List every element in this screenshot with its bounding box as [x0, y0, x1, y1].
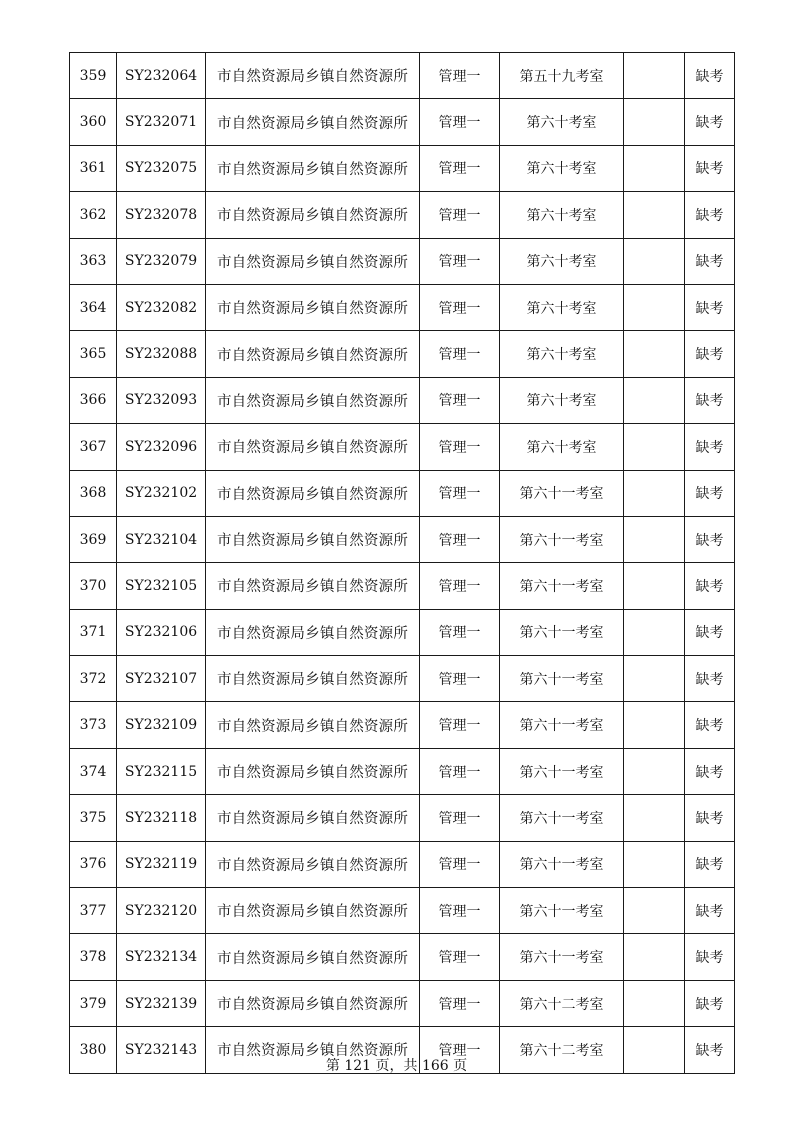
exam-room-cell: 第六十考室 [500, 377, 624, 423]
score-cell [624, 609, 685, 655]
status-cell: 缺考 [685, 748, 735, 794]
exam-room-cell: 第六十一考室 [500, 795, 624, 841]
candidate-id-cell: SY232134 [117, 934, 206, 980]
score-cell [624, 470, 685, 516]
candidate-id-cell: SY232104 [117, 516, 206, 562]
unit-name-cell: 市自然资源局乡镇自然资源所 [206, 702, 420, 748]
post-cell: 管理一 [420, 192, 500, 238]
row-number-cell: 371 [70, 609, 117, 655]
candidate-id-cell: SY232119 [117, 841, 206, 887]
post-cell: 管理一 [420, 53, 500, 99]
candidate-id-cell: SY232071 [117, 99, 206, 145]
score-cell [624, 99, 685, 145]
post-cell: 管理一 [420, 284, 500, 330]
candidate-id-cell: SY232064 [117, 53, 206, 99]
candidate-id-cell: SY232079 [117, 238, 206, 284]
table-row [70, 99, 735, 145]
status-cell: 缺考 [685, 470, 735, 516]
exam-room-cell: 第六十考室 [500, 284, 624, 330]
row-number-cell: 364 [70, 284, 117, 330]
score-cell [624, 331, 685, 377]
score-cell [624, 702, 685, 748]
unit-name-cell: 市自然资源局乡镇自然资源所 [206, 609, 420, 655]
row-number-cell: 372 [70, 656, 117, 702]
status-cell: 缺考 [685, 563, 735, 609]
exam-room-cell: 第六十二考室 [500, 980, 624, 1026]
status-cell: 缺考 [685, 702, 735, 748]
row-number-cell: 370 [70, 563, 117, 609]
status-cell: 缺考 [685, 424, 735, 470]
row-number-cell: 379 [70, 980, 117, 1026]
row-number-cell: 375 [70, 795, 117, 841]
score-cell [624, 888, 685, 934]
unit-name-cell: 市自然资源局乡镇自然资源所 [206, 888, 420, 934]
row-number-cell: 366 [70, 377, 117, 423]
unit-name-cell: 市自然资源局乡镇自然资源所 [206, 656, 420, 702]
exam-room-cell: 第六十一考室 [500, 841, 624, 887]
exam-room-cell: 第六十一考室 [500, 934, 624, 980]
candidate-id-cell: SY232078 [117, 192, 206, 238]
post-cell: 管理一 [420, 934, 500, 980]
post-cell: 管理一 [420, 238, 500, 284]
exam-room-cell: 第六十一考室 [500, 702, 624, 748]
score-cell [624, 563, 685, 609]
score-cell [624, 377, 685, 423]
row-number-cell: 377 [70, 888, 117, 934]
table-row [70, 795, 735, 841]
status-cell: 缺考 [685, 841, 735, 887]
post-cell: 管理一 [420, 145, 500, 191]
exam-room-cell: 第六十一考室 [500, 609, 624, 655]
score-cell [624, 795, 685, 841]
post-cell: 管理一 [420, 980, 500, 1026]
unit-name-cell: 市自然资源局乡镇自然资源所 [206, 795, 420, 841]
table-row [70, 145, 735, 191]
row-number-cell: 368 [70, 470, 117, 516]
exam-room-cell: 第六十一考室 [500, 563, 624, 609]
unit-name-cell: 市自然资源局乡镇自然资源所 [206, 284, 420, 330]
unit-name-cell: 市自然资源局乡镇自然资源所 [206, 424, 420, 470]
unit-name-cell: 市自然资源局乡镇自然资源所 [206, 145, 420, 191]
table-row [70, 980, 735, 1026]
exam-room-cell: 第六十一考室 [500, 470, 624, 516]
table-row [70, 424, 735, 470]
candidate-id-cell: SY232143 [117, 1027, 206, 1073]
candidate-id-cell: SY232093 [117, 377, 206, 423]
post-cell: 管理一 [420, 748, 500, 794]
candidate-id-cell: SY232075 [117, 145, 206, 191]
exam-room-cell: 第六十二考室 [500, 1027, 624, 1073]
exam-room-cell: 第六十一考室 [500, 516, 624, 562]
score-cell [624, 656, 685, 702]
row-number-cell: 374 [70, 748, 117, 794]
score-cell [624, 980, 685, 1026]
score-cell [624, 238, 685, 284]
unit-name-cell: 市自然资源局乡镇自然资源所 [206, 238, 420, 284]
post-cell: 管理一 [420, 841, 500, 887]
post-cell: 管理一 [420, 99, 500, 145]
table-row [70, 516, 735, 562]
table-row [70, 53, 735, 99]
row-number-cell: 376 [70, 841, 117, 887]
status-cell: 缺考 [685, 934, 735, 980]
unit-name-cell: 市自然资源局乡镇自然资源所 [206, 470, 420, 516]
unit-name-cell: 市自然资源局乡镇自然资源所 [206, 1027, 420, 1073]
unit-name-cell: 市自然资源局乡镇自然资源所 [206, 748, 420, 794]
unit-name-cell: 市自然资源局乡镇自然资源所 [206, 377, 420, 423]
score-cell [624, 748, 685, 794]
post-cell: 管理一 [420, 424, 500, 470]
row-number-cell: 360 [70, 99, 117, 145]
post-cell: 管理一 [420, 795, 500, 841]
table-row [70, 702, 735, 748]
table-row [70, 609, 735, 655]
score-cell [624, 145, 685, 191]
status-cell: 缺考 [685, 980, 735, 1026]
status-cell: 缺考 [685, 238, 735, 284]
post-cell: 管理一 [420, 563, 500, 609]
post-cell: 管理一 [420, 609, 500, 655]
unit-name-cell: 市自然资源局乡镇自然资源所 [206, 563, 420, 609]
unit-name-cell: 市自然资源局乡镇自然资源所 [206, 53, 420, 99]
table-row [70, 192, 735, 238]
row-number-cell: 363 [70, 238, 117, 284]
exam-room-cell: 第六十一考室 [500, 748, 624, 794]
table-row [70, 284, 735, 330]
candidate-id-cell: SY232107 [117, 656, 206, 702]
unit-name-cell: 市自然资源局乡镇自然资源所 [206, 934, 420, 980]
row-number-cell: 361 [70, 145, 117, 191]
exam-room-cell: 第六十一考室 [500, 656, 624, 702]
score-cell [624, 841, 685, 887]
status-cell: 缺考 [685, 99, 735, 145]
candidate-id-cell: SY232102 [117, 470, 206, 516]
unit-name-cell: 市自然资源局乡镇自然资源所 [206, 980, 420, 1026]
table-row [70, 841, 735, 887]
post-cell: 管理一 [420, 470, 500, 516]
score-cell [624, 284, 685, 330]
score-cell [624, 934, 685, 980]
exam-room-cell: 第六十一考室 [500, 888, 624, 934]
table-row [70, 470, 735, 516]
candidate-id-cell: SY232118 [117, 795, 206, 841]
post-cell: 管理一 [420, 377, 500, 423]
candidate-id-cell: SY232096 [117, 424, 206, 470]
table-row [70, 748, 735, 794]
exam-room-cell: 第五十九考室 [500, 53, 624, 99]
table-row [70, 377, 735, 423]
row-number-cell: 378 [70, 934, 117, 980]
candidate-id-cell: SY232139 [117, 980, 206, 1026]
candidate-id-cell: SY232105 [117, 563, 206, 609]
status-cell: 缺考 [685, 192, 735, 238]
status-cell: 缺考 [685, 888, 735, 934]
row-number-cell: 380 [70, 1027, 117, 1073]
candidate-id-cell: SY232109 [117, 702, 206, 748]
exam-room-cell: 第六十考室 [500, 192, 624, 238]
status-cell: 缺考 [685, 516, 735, 562]
row-number-cell: 362 [70, 192, 117, 238]
exam-room-cell: 第六十考室 [500, 331, 624, 377]
table-body [70, 53, 735, 1074]
status-cell: 缺考 [685, 795, 735, 841]
table-row [70, 656, 735, 702]
post-cell: 管理一 [420, 656, 500, 702]
post-cell: 管理一 [420, 888, 500, 934]
candidate-id-cell: SY232120 [117, 888, 206, 934]
status-cell: 缺考 [685, 145, 735, 191]
unit-name-cell: 市自然资源局乡镇自然资源所 [206, 331, 420, 377]
score-cell [624, 424, 685, 470]
status-cell: 缺考 [685, 609, 735, 655]
candidate-id-cell: SY232088 [117, 331, 206, 377]
row-number-cell: 367 [70, 424, 117, 470]
status-cell: 缺考 [685, 656, 735, 702]
status-cell: 缺考 [685, 331, 735, 377]
candidate-id-cell: SY232115 [117, 748, 206, 794]
table-row [70, 331, 735, 377]
status-cell: 缺考 [685, 53, 735, 99]
score-cell [624, 516, 685, 562]
row-number-cell: 373 [70, 702, 117, 748]
exam-room-cell: 第六十考室 [500, 145, 624, 191]
candidate-id-cell: SY232106 [117, 609, 206, 655]
status-cell: 缺考 [685, 284, 735, 330]
status-cell: 缺考 [685, 1027, 735, 1073]
post-cell: 管理一 [420, 702, 500, 748]
post-cell: 管理一 [420, 1027, 500, 1073]
page-footer: 第 121 页，共 166 页 [325, 1058, 468, 1074]
table-row [70, 888, 735, 934]
unit-name-cell: 市自然资源局乡镇自然资源所 [206, 99, 420, 145]
exam-room-cell: 第六十考室 [500, 424, 624, 470]
exam-room-cell: 第六十考室 [500, 238, 624, 284]
row-number-cell: 369 [70, 516, 117, 562]
table-row [70, 238, 735, 284]
post-cell: 管理一 [420, 516, 500, 562]
exam-room-cell: 第六十考室 [500, 99, 624, 145]
results-table [69, 52, 735, 1074]
row-number-cell: 365 [70, 331, 117, 377]
score-cell [624, 53, 685, 99]
unit-name-cell: 市自然资源局乡镇自然资源所 [206, 841, 420, 887]
table-row [70, 563, 735, 609]
candidate-id-cell: SY232082 [117, 284, 206, 330]
score-cell [624, 192, 685, 238]
unit-name-cell: 市自然资源局乡镇自然资源所 [206, 516, 420, 562]
unit-name-cell: 市自然资源局乡镇自然资源所 [206, 192, 420, 238]
row-number-cell: 359 [70, 53, 117, 99]
post-cell: 管理一 [420, 331, 500, 377]
status-cell: 缺考 [685, 377, 735, 423]
table-row [70, 934, 735, 980]
